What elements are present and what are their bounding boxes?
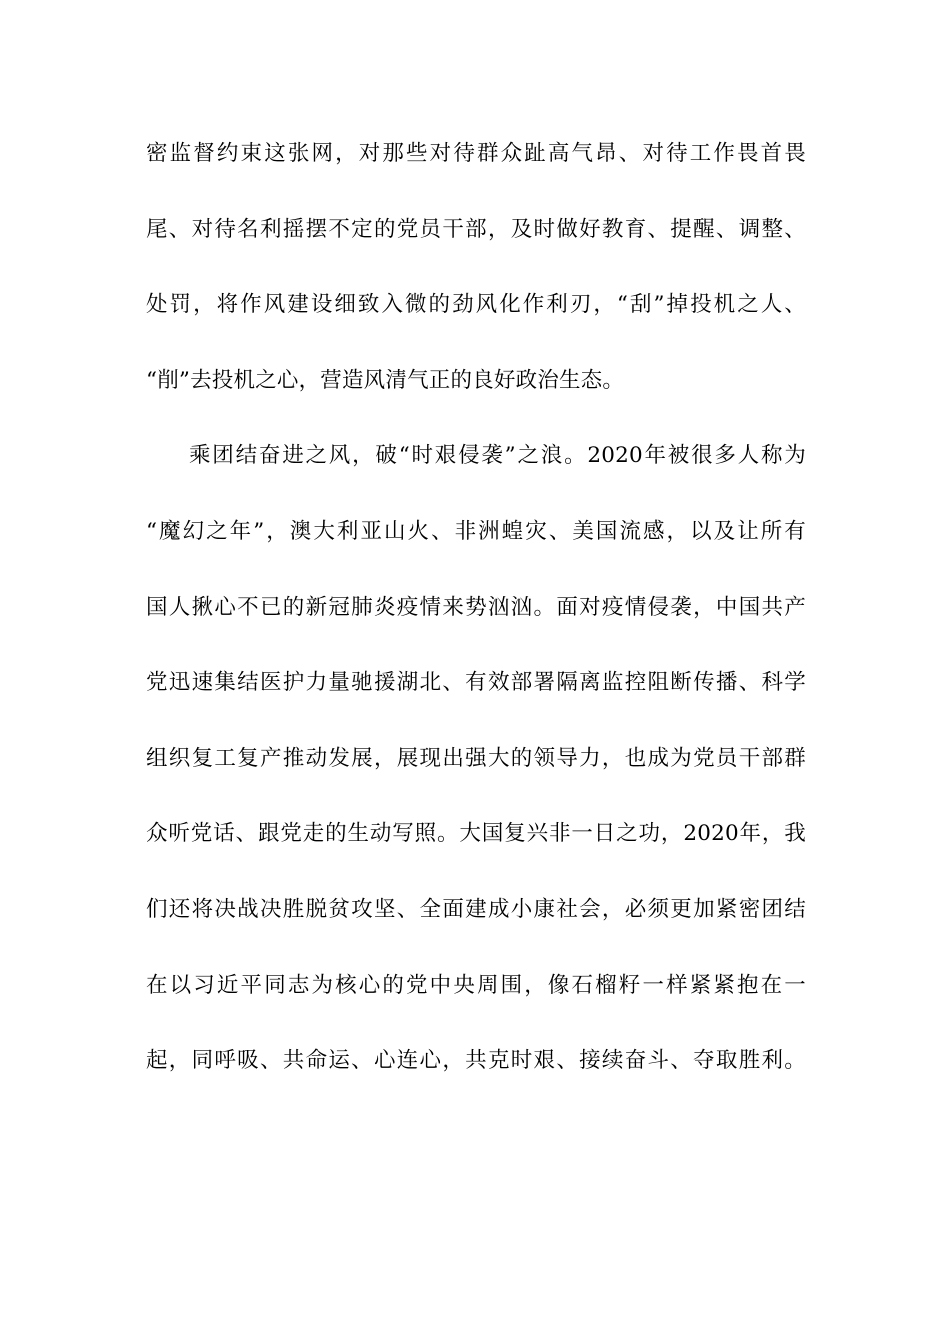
text-line: “魔幻之年”，澳大利亚山火、非洲蝗灾、美国流感，以及让所有 — [146, 518, 806, 544]
text-line: 组织复工复产推动发展，展现出强大的领导力，也成为党员干部群 — [146, 745, 806, 771]
text-line: 处罚，将作风建设细致入微的劲风化作利刃，“刮”掉投机之人、 — [146, 292, 806, 318]
text-line-paragraph-start: 乘团结奋进之风，破“时艰侵袭”之浪。2020年被很多人称为 — [189, 443, 806, 469]
text-line: 众听党话、跟党走的生动写照。大国复兴非一日之功，2020年，我 — [146, 821, 806, 847]
text-line-paragraph-end: “削”去投机之心，营造风清气正的良好政治生态。 — [146, 367, 625, 393]
text-line: 尾、对待名利摇摆不定的党员干部，及时做好教育、提醒、调整、 — [146, 216, 806, 242]
body-text — [146, 134, 806, 1117]
text-line: 们还将决战决胜脱贫攻坚、全面建成小康社会，必须更加紧密团结 — [146, 896, 806, 922]
text-line: 密监督约束这张网，对那些对待群众趾高气昂、对待工作畏首畏 — [146, 141, 806, 166]
text-line: 国人揪心不已的新冠肺炎疫情来势汹汹。面对疫情侵袭，中国共产 — [146, 594, 806, 620]
text-line: 党迅速集结医护力量驰援湖北、有效部署隔离监控阻断传播、科学 — [146, 670, 806, 696]
text-line-paragraph-end: 起，同呼吸、共命运、心连心，共克时艰、接续奋斗、夺取胜利。 — [146, 1048, 806, 1074]
text-line: 在以习近平同志为核心的党中央周围，像石榴籽一样紧紧抱在一 — [146, 972, 806, 998]
